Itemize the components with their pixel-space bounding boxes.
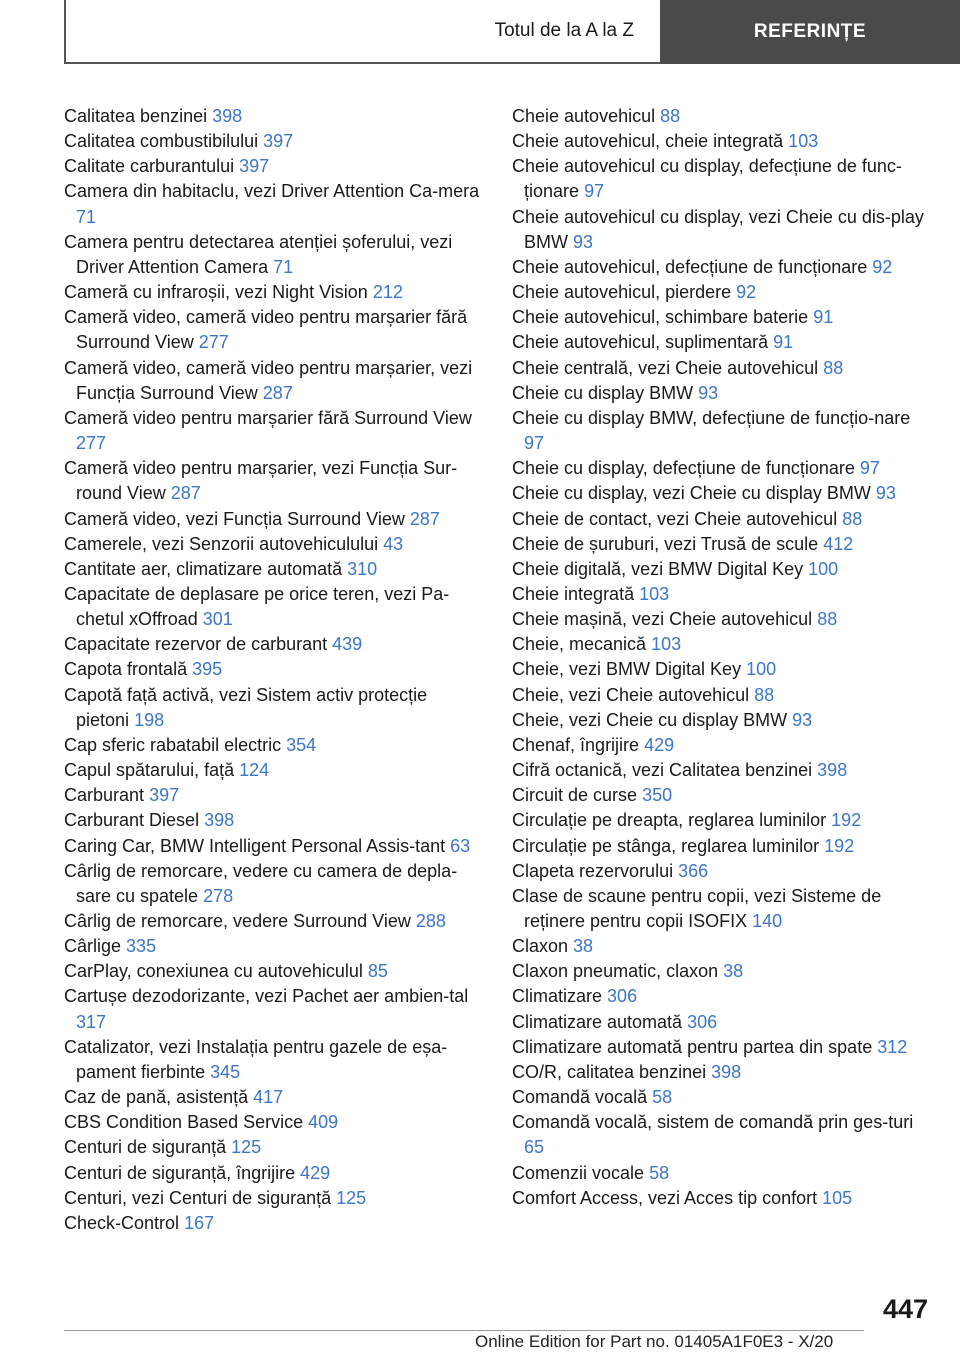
- index-term: Capacitate de deplasare pe orice teren, vezi Pa-chetul xOffroad: [64, 583, 450, 630]
- page-reference-link[interactable]: 395: [192, 659, 223, 680]
- index-term: CBS Condition Based Service: [64, 1112, 304, 1133]
- page-reference-link[interactable]: 97: [859, 458, 880, 479]
- page-reference-link[interactable]: 105: [822, 1187, 853, 1208]
- page-reference-link[interactable]: 93: [792, 709, 813, 730]
- index-term: Cifră octanică, vezi Calitatea benzinei: [512, 760, 813, 781]
- index-entry: [512, 507, 930, 532]
- page-reference-link[interactable]: 397: [263, 131, 294, 152]
- index-entry: [64, 154, 482, 179]
- index-term: Chenaf, îngrijire: [512, 734, 640, 755]
- chapter-title: Totul de la A la Z: [494, 20, 634, 41]
- index-term: Cheie, vezi Cheie autovehicul: [512, 684, 750, 705]
- index-entry: [512, 984, 930, 1009]
- index-term: Cheie autovehicul cu display, vezi Cheie cu dis-play BMW: [512, 206, 924, 252]
- index-term: Cantitate aer, climatizare automată: [64, 558, 343, 579]
- index-entry: [64, 783, 482, 808]
- index-entry: [512, 1035, 930, 1060]
- index-term: Cheie autovehicul, suplimentară: [512, 332, 769, 353]
- index-entry: [512, 884, 930, 934]
- page-reference-link[interactable]: 88: [817, 609, 838, 630]
- page-reference-link[interactable]: 88: [842, 508, 863, 529]
- index-term: Cap sferic rabatabil electric: [64, 734, 282, 755]
- page-reference-link[interactable]: 192: [824, 835, 855, 856]
- index-term: CarPlay, conexiunea cu autovehiculul: [64, 961, 363, 982]
- page-reference-link[interactable]: 97: [584, 181, 605, 202]
- page-reference-link[interactable]: 93: [875, 483, 896, 504]
- page-reference-link[interactable]: 93: [698, 382, 719, 403]
- index-term: Centuri, vezi Centuri de siguranță: [64, 1187, 332, 1208]
- page-reference-link[interactable]: 88: [823, 357, 844, 378]
- index-column-left: [64, 104, 482, 1236]
- index-term: Calitatea combustibilului: [64, 131, 259, 152]
- index-entry: [512, 1010, 930, 1035]
- page-reference-link[interactable]: 91: [773, 332, 794, 353]
- index-term: Comfort Access, vezi Acces tip confort: [512, 1187, 818, 1208]
- index-entry: [64, 1085, 482, 1110]
- index-entry: [512, 607, 930, 632]
- index-entry: [64, 129, 482, 154]
- index-term: Cameră video, vezi Funcția Surround View: [64, 508, 405, 529]
- index-term: Clapeta rezervorului: [512, 860, 674, 881]
- index-term: Centuri de siguranță, îngrijire: [64, 1162, 296, 1183]
- index-term: Cheie, vezi Cheie cu display BMW: [512, 709, 788, 730]
- index-entry: [512, 959, 930, 984]
- index-term: Cheie autovehicul: [512, 106, 656, 126]
- page-reference-link[interactable]: 125: [231, 1137, 262, 1158]
- page-reference-link[interactable]: 58: [649, 1162, 670, 1183]
- index-term: Cheie integrată: [512, 583, 635, 604]
- page-reference-link[interactable]: 192: [831, 810, 862, 831]
- page-reference-link[interactable]: 397: [149, 785, 180, 806]
- page-reference-link[interactable]: 287: [170, 483, 201, 504]
- index-term: Cheie cu display, defecțiune de funcționare: [512, 458, 855, 479]
- index-term: Caring Car, BMW Intelligent Personal Assis-tant: [64, 835, 446, 856]
- index-entry: [512, 582, 930, 607]
- index-entry: [64, 456, 482, 506]
- index-term: Claxon pneumatic, claxon: [512, 961, 719, 982]
- index-entry: [512, 129, 930, 154]
- index-entry: [64, 532, 482, 557]
- index-term: Camera pentru detectarea atenției șoferului, vezi Driver Attention Camera: [64, 231, 453, 277]
- index-entry: [64, 1186, 482, 1211]
- index-entry: [512, 557, 930, 582]
- index-entry: [64, 230, 482, 280]
- index-entry: [64, 582, 482, 632]
- page-reference-link[interactable]: 88: [660, 106, 681, 126]
- page-reference-link[interactable]: 167: [184, 1212, 215, 1233]
- index-term: Cameră video, cameră video pentru marșarier fără Surround View: [64, 307, 468, 353]
- index-entry: [512, 305, 930, 330]
- index-entry: [64, 733, 482, 758]
- index-term: CO/R, calitatea benzinei: [512, 1061, 707, 1082]
- index-entry: [512, 154, 930, 204]
- page-reference-link[interactable]: 100: [808, 558, 839, 579]
- page-reference-link[interactable]: 212: [372, 282, 403, 303]
- index-term: Comandă vocală: [512, 1087, 648, 1108]
- index-term: Cheie autovehicul, schimbare baterie: [512, 307, 809, 328]
- index-term: Capotă față activă, vezi Sistem activ protecție pietoni: [64, 684, 428, 730]
- page-reference-link[interactable]: 71: [76, 206, 97, 227]
- index-term: Calitate carburantului: [64, 156, 235, 177]
- page-reference-link[interactable]: 439: [332, 634, 363, 655]
- page-reference-link[interactable]: 301: [202, 609, 233, 630]
- index-term: Cheie autovehicul, defecțiune de funcționare: [512, 256, 868, 277]
- page-reference-link[interactable]: 312: [877, 1036, 908, 1057]
- index-entry: [512, 683, 930, 708]
- index-term: Cârlig de remorcare, vedere cu camera de depla-sare cu spatele: [64, 860, 458, 906]
- index-term: Calitatea benzinei: [64, 106, 208, 126]
- index-entry: [64, 1110, 482, 1135]
- index-term: Cheie digitală, vezi BMW Digital Key: [512, 558, 804, 579]
- index-entry: [64, 356, 482, 406]
- index-term: Cheie de șuruburi, vezi Trusă de scule: [512, 533, 819, 554]
- page-reference-link[interactable]: 103: [651, 634, 682, 655]
- index-term: Circulație pe dreapta, reglarea luminilor: [512, 810, 827, 831]
- index-entry: [64, 1161, 482, 1186]
- page-reference-link[interactable]: 124: [239, 760, 270, 781]
- page-reference-link[interactable]: 58: [652, 1087, 673, 1108]
- page-reference-link[interactable]: 398: [817, 760, 848, 781]
- page-reference-link[interactable]: 103: [788, 131, 819, 152]
- index-term: Caz de pană, asistență: [64, 1087, 249, 1108]
- index-entry: [64, 934, 482, 959]
- index-entry: [64, 683, 482, 733]
- index-entry: [512, 1085, 930, 1110]
- index-term: Centuri de siguranță: [64, 1137, 227, 1158]
- page-reference-link[interactable]: 288: [415, 911, 446, 931]
- index-term: Cheie cu display BMW: [512, 382, 694, 403]
- page-reference-link[interactable]: 350: [642, 785, 673, 806]
- page-reference-link[interactable]: 92: [736, 282, 757, 303]
- page-reference-link[interactable]: 88: [754, 684, 775, 705]
- page-reference-link[interactable]: 366: [678, 860, 709, 881]
- index-entry: [64, 808, 482, 833]
- index-entry: [512, 532, 930, 557]
- index-term: Cârlig de remorcare, vedere Surround View: [64, 911, 411, 931]
- index-term: Carburant Diesel: [64, 810, 200, 831]
- page-reference-link[interactable]: 317: [76, 1011, 107, 1032]
- footer-edition-text: Online Edition for Part no. 01405A1F0E3 - X/20: [475, 1332, 834, 1351]
- page-reference-link[interactable]: 310: [347, 558, 378, 579]
- page-reference-link[interactable]: 398: [204, 810, 235, 831]
- page-reference-link[interactable]: 63: [450, 835, 471, 856]
- index-term: Comenzii vocale: [512, 1162, 645, 1183]
- page-reference-link[interactable]: 85: [367, 961, 388, 982]
- page-reference-link[interactable]: 97: [524, 433, 545, 454]
- page-reference-link[interactable]: 140: [752, 911, 783, 931]
- index-entry: [512, 255, 930, 280]
- index-term: Cameră video pentru marșarier fără Surround View: [64, 407, 472, 428]
- index-term: Cheie de contact, vezi Cheie autovehicul: [512, 508, 838, 529]
- page-reference-link[interactable]: 429: [300, 1162, 331, 1183]
- index-entry: [512, 834, 930, 859]
- index-entry: [512, 456, 930, 481]
- index-entry: [64, 632, 482, 657]
- page-reference-link[interactable]: 306: [687, 1011, 718, 1032]
- page-reference-link[interactable]: 92: [872, 256, 893, 277]
- index-entry: [64, 834, 482, 859]
- page-reference-link[interactable]: 345: [210, 1061, 241, 1082]
- index-entry: [64, 557, 482, 582]
- index-term: Cheie autovehicul, pierdere: [512, 282, 732, 303]
- index-term: Climatizare automată: [512, 1011, 683, 1032]
- index-term: Catalizator, vezi Instalația pentru gazele de eșa-pament fierbinte: [64, 1036, 448, 1082]
- index-term: Cheie autovehicul, cheie integrată: [512, 131, 784, 152]
- index-entry: [512, 1110, 930, 1160]
- page-reference-link[interactable]: 398: [212, 106, 243, 126]
- index-term: Capul spătarului, față: [64, 760, 235, 781]
- index-term: Capacitate rezervor de carburant: [64, 634, 328, 655]
- index-entry: [64, 758, 482, 783]
- page-reference-link[interactable]: 306: [607, 986, 638, 1007]
- index-term: Cameră cu infraroșii, vezi Night Vision: [64, 282, 368, 303]
- index-entry: [64, 859, 482, 909]
- index-term: Cameră video pentru marșarier, vezi Funcția Sur-round View: [64, 458, 458, 504]
- index-term: Climatizare: [512, 986, 603, 1007]
- index-term: Cheie centrală, vezi Cheie autovehicul: [512, 357, 819, 378]
- index-entry: [512, 783, 930, 808]
- index-term: Cheie cu display BMW, defecțiune de funcțio-nare: [512, 407, 911, 428]
- index-entry: [512, 381, 930, 406]
- section-tab[interactable]: REFERINȚE: [660, 0, 960, 64]
- index-term: Cartușe dezodorizante, vezi Pachet aer ambien-tal: [64, 986, 469, 1007]
- index-entry: [512, 481, 930, 506]
- index-entry: [64, 179, 482, 229]
- index-entry: [64, 909, 482, 934]
- index-column-right: [512, 104, 930, 1211]
- index-entry: [512, 330, 930, 355]
- page-reference-link[interactable]: 100: [746, 659, 777, 680]
- page-reference-link[interactable]: 65: [524, 1137, 545, 1158]
- page-reference-link[interactable]: 277: [76, 433, 107, 454]
- page-reference-link[interactable]: 43: [383, 533, 404, 554]
- index-entry: [512, 406, 930, 456]
- page-reference-link[interactable]: 38: [573, 936, 594, 957]
- page-reference-link[interactable]: 398: [711, 1061, 742, 1082]
- index-entry: [512, 1161, 930, 1186]
- page-reference-link[interactable]: 287: [262, 382, 293, 403]
- page-reference-link[interactable]: 354: [286, 734, 317, 755]
- index-entry: [64, 959, 482, 984]
- index-term: Claxon: [512, 936, 569, 957]
- index-entry: [512, 1186, 930, 1211]
- index-term: Capota frontală: [64, 659, 188, 680]
- index-term: Cheie, mecanică: [512, 634, 647, 655]
- index-entry: [512, 758, 930, 783]
- index-entry: [512, 205, 930, 255]
- index-entry: [512, 356, 930, 381]
- index-term: Clase de scaune pentru copii, vezi Sisteme de reținere pentru copii ISOFIX: [512, 885, 882, 931]
- index-term: Circuit de curse: [512, 785, 638, 806]
- page-reference-link[interactable]: 71: [273, 256, 294, 277]
- index-entry: [512, 859, 930, 884]
- index-term: Cheie autovehicul cu display, defecțiune de func-ționare: [512, 156, 902, 202]
- index-entry: [64, 305, 482, 355]
- index-entry: [512, 657, 930, 682]
- index-entry: [512, 733, 930, 758]
- index-entry: [512, 280, 930, 305]
- page-reference-link[interactable]: 335: [126, 936, 157, 957]
- index-term: Circulație pe stânga, reglarea luminilor: [512, 835, 820, 856]
- page-reference-link[interactable]: 38: [723, 961, 744, 982]
- index-entry: [64, 104, 482, 129]
- page-reference-link[interactable]: 412: [823, 533, 854, 554]
- page-reference-link[interactable]: 409: [308, 1112, 339, 1133]
- page-reference-link[interactable]: 397: [239, 156, 270, 177]
- index-term: Check-Control: [64, 1212, 180, 1233]
- index-term: Camerele, vezi Senzorii autovehiculului: [64, 533, 379, 554]
- page-reference-link[interactable]: 417: [253, 1087, 284, 1108]
- page-number: 447: [882, 1294, 928, 1324]
- index-term: Climatizare automată pentru partea din spate: [512, 1036, 873, 1057]
- index-entry: [512, 632, 930, 657]
- footer-divider: [64, 1330, 864, 1331]
- index-entry: [64, 657, 482, 682]
- page-reference-link[interactable]: 198: [134, 709, 165, 730]
- page-reference-link[interactable]: 429: [644, 734, 675, 755]
- index-term: Comandă vocală, sistem de comandă prin ges-turi: [512, 1112, 914, 1133]
- page-reference-link[interactable]: 277: [198, 332, 229, 353]
- index-term: Cheie cu display, vezi Cheie cu display BMW: [512, 483, 871, 504]
- index-entry: [64, 406, 482, 456]
- index-entry: [64, 1135, 482, 1160]
- index-term: Camera din habitaclu, vezi Driver Attention Ca-mera: [64, 181, 480, 202]
- index-term: Cheie, vezi BMW Digital Key: [512, 659, 742, 680]
- index-term: Carburant: [64, 785, 145, 806]
- index-term: Cârlige: [64, 936, 122, 957]
- index-term: Cheie mașină, vezi Cheie autovehicul: [512, 609, 813, 630]
- page-reference-link[interactable]: 278: [203, 885, 234, 906]
- page-reference-link[interactable]: 287: [409, 508, 440, 529]
- page-reference-link[interactable]: 91: [813, 307, 834, 328]
- page-reference-link[interactable]: 93: [573, 231, 594, 252]
- index-entry: [64, 1035, 482, 1085]
- index-entry: [64, 507, 482, 532]
- page-reference-link[interactable]: 125: [336, 1187, 367, 1208]
- index-entry: [512, 1060, 930, 1085]
- index-entry: [64, 984, 482, 1034]
- index-entry: [64, 280, 482, 305]
- index-entry: [64, 1211, 482, 1236]
- index-entry: [512, 104, 930, 129]
- index-entry: [512, 808, 930, 833]
- index-term: Cameră video, cameră video pentru marșarier, vezi Funcția Surround View: [64, 357, 473, 403]
- page-reference-link[interactable]: 103: [639, 583, 670, 604]
- index-entry: [512, 934, 930, 959]
- index-entry: [512, 708, 930, 733]
